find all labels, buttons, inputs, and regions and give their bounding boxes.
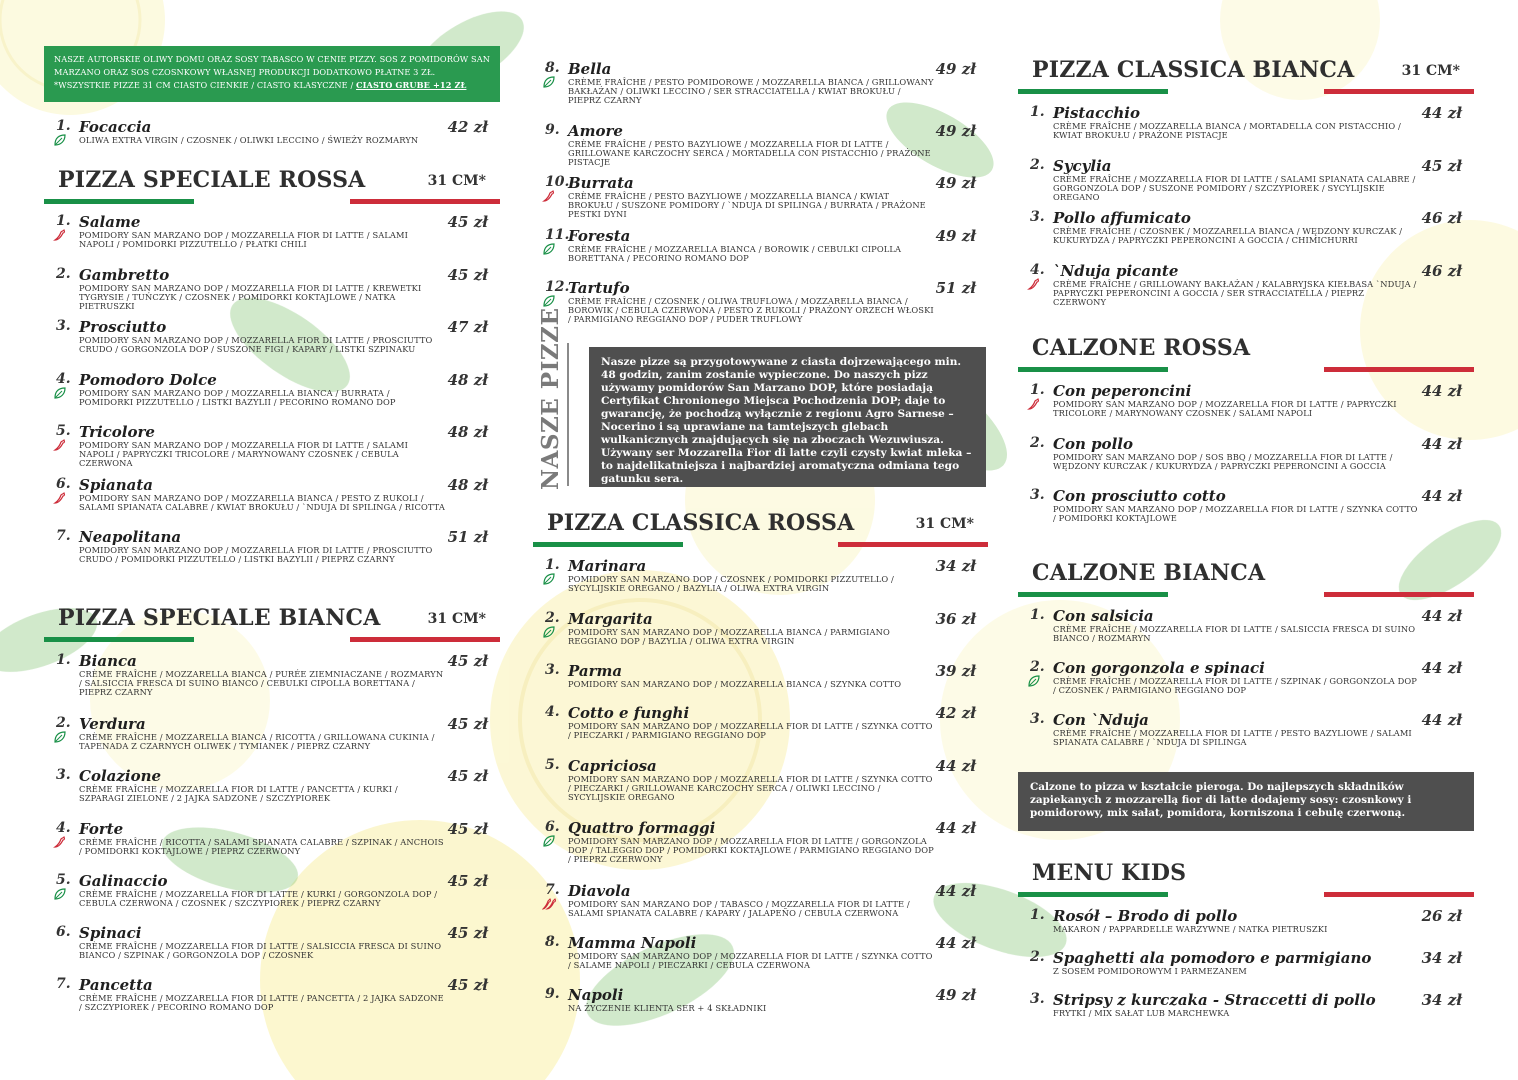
item-price: 44 zł bbox=[1421, 659, 1462, 677]
menu-item bbox=[44, 976, 500, 1020]
menu-item bbox=[1018, 157, 1474, 201]
item-price: 45 zł bbox=[447, 715, 488, 733]
item-name: Gambretto bbox=[79, 265, 170, 284]
chili-icon bbox=[53, 491, 67, 505]
section-size: 31 CM* bbox=[1401, 63, 1460, 79]
item-number: 6. bbox=[56, 924, 71, 940]
item-number: 3. bbox=[56, 767, 71, 783]
item-description: POMIDORY SAN MARZANO DOP / MOZZARELLA FIOR DI LATTE / SZYNKA COTTO / SALAME NAPOLI / PIECZARKI / CEBULA CZERWONA bbox=[568, 951, 933, 971]
item-number: 1. bbox=[56, 118, 71, 134]
leaf-icon bbox=[53, 887, 67, 901]
chili-icon bbox=[53, 438, 67, 452]
item-number: 6. bbox=[56, 475, 71, 492]
item-number: 4. bbox=[1030, 261, 1045, 278]
menu-item bbox=[44, 266, 500, 310]
item-name: Cotto e funghi bbox=[568, 704, 690, 722]
item-description: CRÈME FRAÎCHE / MOZZARELLA FIOR DI LATTE / SALAMI SPIANATA CALABRE / GORGONZOLA DOP / SUSZONE POMIDORY / SZCZYPIOREK / SYCYLIJSKIE OREGANO bbox=[1053, 173, 1416, 202]
item-name: Capriciosa bbox=[568, 757, 657, 775]
item-price: 44 zł bbox=[1421, 104, 1462, 122]
item-price: 47 zł bbox=[447, 318, 488, 336]
menu-item bbox=[533, 819, 988, 863]
item-price: 45 zł bbox=[447, 767, 488, 785]
menu-item bbox=[1018, 262, 1474, 306]
item-price: 45 zł bbox=[1421, 156, 1462, 175]
menu-item bbox=[1018, 991, 1474, 1035]
leaf-icon bbox=[542, 242, 556, 256]
menu-item bbox=[533, 174, 988, 218]
section-title: PIZZA SPECIALE ROSSA bbox=[58, 167, 366, 193]
menu-item bbox=[533, 704, 988, 748]
menu-item bbox=[533, 757, 988, 801]
item-name: Con gorgonzola e spinaci bbox=[1053, 659, 1265, 677]
menu-item bbox=[44, 476, 500, 520]
item-number: 10. bbox=[545, 174, 570, 190]
item-number: 1. bbox=[56, 652, 71, 668]
item-price: 45 zł bbox=[447, 213, 488, 231]
item-price: 44 zł bbox=[935, 819, 976, 837]
item-price: 48 zł bbox=[447, 370, 488, 389]
item-price: 45 zł bbox=[447, 924, 488, 942]
item-description: CRÈME FRAÎCHE / GRILLOWANY BAKŁAŻAN / KALABRYJSKA KIEŁBASA `NDUJA / PAPRYCZKI PEPERONCINI A GOCCIA / SER STRACCIATELLA / PIEPRZ CZERWONY bbox=[1053, 278, 1417, 307]
item-number: 2. bbox=[56, 715, 71, 731]
item-number: 4. bbox=[56, 820, 71, 836]
green-rule bbox=[1018, 367, 1168, 372]
item-name: Quattro formaggi bbox=[568, 819, 716, 837]
menu-item bbox=[1018, 104, 1474, 148]
double-chili-icon bbox=[542, 897, 556, 911]
item-description: Z SOSEM POMIDOROWYM I PARMEZANEM bbox=[1053, 966, 1247, 976]
menu-item bbox=[533, 60, 988, 104]
item-number: 2. bbox=[1030, 434, 1045, 451]
item-price: 46 zł bbox=[1421, 209, 1462, 227]
thick-crust-note: CIASTO GRUBE +12 ZŁ bbox=[356, 80, 467, 90]
item-price: 42 zł bbox=[447, 118, 488, 136]
item-description: MAKARON / PAPPARDELLE WARZYWNE / NATKA PIETRUSZKI bbox=[1053, 924, 1328, 934]
item-description: CRÈME FRAÎCHE / MOZZARELLA BIANCA / PURÉE ZIEMNIACZANE / ROZMARYN / SALSICCIA FRESCA DI SUINO BIANCO / CEBULKI CIPOLLA BORETTANA / PIEPRZ CZARNY bbox=[79, 669, 444, 698]
item-price: 44 zł bbox=[935, 757, 976, 775]
item-name: Bella bbox=[568, 60, 612, 78]
red-rule bbox=[1324, 367, 1474, 372]
menu-item bbox=[44, 767, 500, 811]
item-number: 7. bbox=[545, 882, 560, 898]
menu-item bbox=[533, 122, 988, 166]
item-name: Tricolore bbox=[79, 423, 155, 441]
item-price: 49 zł bbox=[935, 227, 976, 245]
item-name: Con prosciutto cotto bbox=[1053, 487, 1226, 505]
section-title: PIZZA SPECIALE BIANCA bbox=[58, 605, 381, 631]
menu-item bbox=[44, 213, 500, 257]
item-price: 36 zł bbox=[935, 610, 976, 628]
item-number: 5. bbox=[56, 423, 71, 439]
red-rule bbox=[1324, 89, 1474, 94]
item-price: 34 zł bbox=[935, 557, 976, 575]
item-price: 51 zł bbox=[935, 279, 976, 297]
section-title: MENU KIDS bbox=[1032, 860, 1187, 886]
item-description: CRÈME FRAÎCHE / CZOSNEK / OLIWA TRUFLOWA / MOZZARELLA BIANCA / BOROWIK / CEBULA CZERWONA / PESTO Z RUKOLI / PRAŻONY ORZECH WŁOSKI / PARMIGIANO REGGIANO DOP / PUDER TRUFLOWY bbox=[568, 296, 934, 325]
item-name: Sycylia bbox=[1053, 156, 1112, 175]
chili-icon bbox=[1027, 277, 1041, 291]
menu-item bbox=[1018, 487, 1474, 531]
item-name: Forte bbox=[79, 820, 124, 838]
section-size: 31 CM* bbox=[427, 173, 486, 189]
item-name: Foresta bbox=[568, 227, 631, 245]
pricing-note-line1: NASZE AUTORSKIE OLIWY DOMU ORAZ SOSY TABASCO W CENIE PIZZY. SOS Z POMIDORÓW SAN MARZANO ORAZ SOS CZOSNKOWY WŁASNEJ PRODUKCJI DODATKOWO PŁATNE 3 ZŁ. bbox=[54, 54, 491, 77]
menu-item bbox=[44, 652, 500, 696]
leaf-icon bbox=[542, 572, 556, 586]
menu-item bbox=[1018, 907, 1474, 951]
menu-item bbox=[44, 872, 500, 916]
item-price: 44 zł bbox=[1421, 434, 1462, 453]
item-description: OLIWA EXTRA VIRGIN / CZOSNEK / OLIWKI LECCINO / ŚWIEŻY ROZMARYN bbox=[79, 135, 419, 145]
item-name: Pollo affumicato bbox=[1053, 209, 1191, 227]
red-rule bbox=[350, 199, 500, 204]
item-description: POMIDORY SAN MARZANO DOP / SOS BBQ / MOZZARELLA FIOR DI LATTE / WĘDZONY KURCZAK / KUKURYDZA / PAPRYCZKI PEPERONCINI A GOCCIA bbox=[1053, 451, 1393, 471]
menu-item bbox=[44, 715, 500, 759]
item-number: 9. bbox=[545, 122, 560, 138]
green-rule bbox=[1018, 89, 1168, 94]
item-number: 3. bbox=[1030, 711, 1045, 727]
leaf-icon bbox=[53, 730, 67, 744]
item-description: POMIDORY SAN MARZANO DOP / MOZZARELLA FIOR DI LATTE / PAPRYCZKI TRICOLORE / MARYNOWANY CZOSNEK / SALAMI NAPOLI bbox=[1053, 399, 1397, 419]
item-number: 1. bbox=[56, 213, 71, 229]
item-name: Mamma Napoli bbox=[568, 934, 697, 952]
item-name: Spaghetti ala pomodoro e parmigiano bbox=[1053, 949, 1372, 967]
leaf-icon bbox=[53, 133, 67, 147]
item-description: POMIDORY SAN MARZANO DOP / TABASCO / MOZZARELLA FIOR DI LATTE / SALAMI SPIANATA CALABRE / KAPARY / JALAPEÑO / CEBULA CZERWONA bbox=[568, 899, 910, 919]
item-price: 44 zł bbox=[1421, 382, 1462, 400]
item-description: POMIDORY SAN MARZANO DOP / MOZZARELLA FIOR DI LATTE / SZYNKA COTTO / POMIDORKI KOKTAJLOWE bbox=[1053, 504, 1418, 524]
item-price: 46 zł bbox=[1421, 261, 1462, 280]
item-description: CRÈME FRAÎCHE / RICOTTA / SALAMI SPIANATA CALABRE / SZPINAK / ANCHOIS / POMIDORKI KOKTAJLOWE / PIEPRZ CZERWONY bbox=[79, 837, 444, 857]
section-title: CALZONE ROSSA bbox=[1032, 335, 1251, 361]
item-price: 49 zł bbox=[935, 122, 976, 140]
item-name: Parma bbox=[568, 662, 623, 680]
leaf-icon bbox=[1027, 674, 1041, 688]
item-description: CRÈME FRAÎCHE / MOZZARELLA FIOR DI LATTE / SALSICCIA FRESCA DI SUINO BIANCO / SZPINAK / GORGONZOLA DOP / CZOSNEK bbox=[79, 941, 442, 961]
menu-item bbox=[44, 528, 500, 572]
item-name: Colazione bbox=[79, 767, 162, 785]
item-name: Focaccia bbox=[79, 118, 152, 136]
leaf-icon bbox=[542, 294, 556, 308]
item-price: 44 zł bbox=[1421, 711, 1462, 729]
item-number: 2. bbox=[1030, 659, 1045, 675]
menu-item bbox=[44, 423, 500, 467]
item-name: Tartufo bbox=[568, 279, 630, 297]
section-size: 31 CM* bbox=[427, 611, 486, 627]
item-description: POMIDORY SAN MARZANO DOP / MOZZARELLA BIANCA / PARMIGIANO REGGIANO DOP / BAZYLIA / OLIWA EXTRA VIRGIN bbox=[568, 627, 890, 647]
item-number: 7. bbox=[56, 976, 71, 992]
menu-item bbox=[533, 610, 988, 654]
item-name: Burrata bbox=[568, 174, 634, 192]
menu-item bbox=[44, 318, 500, 362]
section-title: PIZZA CLASSICA ROSSA bbox=[547, 510, 855, 536]
item-price: 48 zł bbox=[447, 475, 488, 494]
item-description: FRYTKI / MIX SAŁAT LUB MARCHEWKA bbox=[1053, 1008, 1230, 1018]
item-name: Rosół – Brodo di pollo bbox=[1053, 907, 1238, 925]
item-description: CRÈME FRAÎCHE / MOZZARELLA BIANCA / BOROWIK / CEBULKI CIPOLLA BORETTANA / PECORINO ROMANO DOP bbox=[568, 244, 902, 264]
item-number: 8. bbox=[545, 60, 560, 76]
item-number: 3. bbox=[545, 662, 560, 678]
item-number: 1. bbox=[1030, 607, 1045, 623]
menu-item bbox=[533, 882, 988, 926]
item-number: 1. bbox=[545, 557, 560, 573]
pricing-note-line2: *WSZYSTKIE PIZZE 31 CM CIASTO CIENKIE / CIASTO KLASYCZNE / bbox=[54, 80, 357, 90]
chili-icon bbox=[53, 835, 67, 849]
menu-item bbox=[1018, 711, 1474, 755]
item-price: 44 zł bbox=[1421, 487, 1462, 505]
menu-item bbox=[1018, 659, 1474, 703]
item-name: Galinaccio bbox=[79, 872, 168, 890]
item-price: 45 zł bbox=[447, 976, 488, 994]
section-size: 31 CM* bbox=[915, 516, 974, 532]
item-number: 2. bbox=[545, 610, 560, 626]
item-description: CRÈME FRAÎCHE / MOZZARELLA BIANCA / RICOTTA / GRILLOWANA CUKINIA / TAPENADA Z CZARNYCH OLIWEK / TYMIANEK / PIEPRZ CZARNY bbox=[79, 732, 435, 752]
chili-icon bbox=[53, 228, 67, 242]
item-description: CRÈME FRAÎCHE / MOZZARELLA FIOR DI LATTE / PANCETTA / 2 JAJKA SADZONE / SZCZYPIOREK / PECORINO ROMANO DOP bbox=[79, 993, 444, 1013]
leaf-icon bbox=[542, 75, 556, 89]
item-name: Con salsicia bbox=[1053, 607, 1154, 625]
item-number: 3. bbox=[1030, 487, 1045, 503]
item-price: 48 zł bbox=[447, 423, 488, 441]
item-price: 45 zł bbox=[447, 872, 488, 890]
menu-item bbox=[1018, 435, 1474, 479]
nasze-pizze-infobox: Nasze pizze są przygotowywane z ciasta dojrzewającego min. 48 godzin, zanim zostanie wypieczone. Do naszych pizz używamy pomidorów San Marzano DOP, które posiadają Certyfikat Chronionego Miejsca Pochodzenia DOP; daje to gwarancję, że pochodzą wyłącznie z regionu Agro Sarnese – Nocerino i są uprawiane na tamtejszych glebach wulkanicznych znajdujących się na zboczach Wezuwiusza. Używany ser Mozzarella Fior di latte czyli czysty kwiat mleka – to najdelikatniejsza i najbardziej aromatyczna odmiana tego gatunku sera. bbox=[589, 347, 986, 487]
menu-item bbox=[44, 924, 500, 968]
item-description: POMIDORY SAN MARZANO DOP / MOZZARELLA FIOR DI LATTE / PROSCIUTTO CRUDO / GORGONZOLA DOP / SUSZONE FIGI / KAPARY / LISTKI SZPINAKU bbox=[79, 335, 433, 355]
menu-item bbox=[44, 820, 500, 864]
item-name: Con pollo bbox=[1053, 434, 1133, 453]
item-name: Neapolitana bbox=[79, 528, 182, 546]
item-description: POMIDORY SAN MARZANO DOP / MOZZARELLA FIOR DI LATTE / SZYNKA COTTO / PIECZARKI / PARMIGIANO REGGIANO DOP bbox=[568, 721, 933, 741]
menu-item-focaccia bbox=[44, 118, 500, 148]
item-price: 44 zł bbox=[935, 934, 976, 952]
menu-item bbox=[533, 986, 988, 1030]
item-description: POMIDORY SAN MARZANO DOP / MOZZARELLA FIOR DI LATTE / KREWETKI TYGRYSIE / TUŃCZYK / CZOSNEK / POMIDORKI KOKTAJLOWE / NATKA PIETRUSZKI bbox=[79, 282, 422, 311]
item-description: CRÈME FRAÎCHE / MOZZARELLA FIOR DI LATTE / SALSICCIA FRESCA DI SUINO BIANCO / ROZMARYN bbox=[1053, 624, 1416, 644]
red-rule bbox=[838, 542, 988, 547]
item-description: POMIDORY SAN MARZANO DOP / MOZZARELLA BIANCA / PESTO Z RUKOLI / SALAMI SPIANATA CALABRE / KWIAT BROKUŁU / `NDUJA DI SPILINGA / RICOTTA bbox=[79, 492, 445, 512]
leaf-icon bbox=[53, 386, 67, 400]
item-description: CRÈME FRAÎCHE / PESTO POMIDOROWE / MOZZARELLA BIANCA / GRILLOWANY BAKŁAŻAN / OLIWKI LECCINO / SER STRACCIATELLA / KWIAT BROKUŁU / PIEPRZ CZARNY bbox=[568, 77, 934, 106]
item-number: 8. bbox=[545, 934, 560, 950]
item-name: Pistacchio bbox=[1053, 104, 1140, 122]
item-name: Spinaci bbox=[79, 924, 142, 942]
item-description: POMIDORY SAN MARZANO DOP / MOZZARELLA FIOR DI LATTE / GORGONZOLA DOP / TALEGGIO DOP / POMIDORKI KOKTAJLOWE / PARMIGIANO REGGIANO DOP / PIEPRZ CZERWONY bbox=[568, 836, 934, 865]
item-price: 49 zł bbox=[935, 60, 976, 78]
item-number: 1. bbox=[1030, 907, 1045, 923]
item-price: 49 zł bbox=[935, 174, 976, 192]
item-name: Pomodoro Dolce bbox=[79, 370, 217, 389]
item-description: POMIDORY SAN MARZANO DOP / MOZZARELLA FIOR DI LATTE / SZYNKA COTTO / PIECZARKI / GRILLOWANE KARCZOCHY SERCA / OLIWKI LECCINO / SYCYLIJSKIE OREGANO bbox=[568, 774, 933, 803]
item-number: 4. bbox=[56, 370, 71, 387]
item-price: 39 zł bbox=[935, 662, 976, 680]
green-rule bbox=[44, 199, 194, 204]
red-rule bbox=[1324, 892, 1474, 897]
item-description: CRÈME FRAÎCHE / PESTO BAZYLIOWE / MOZZARELLA FIOR DI LATTE / GRILLOWANE KARCZOCHY SERCA / MORTADELLA CON PISTACCHIO / PRAŻONE PISTACJE bbox=[568, 139, 931, 168]
menu-item bbox=[533, 227, 988, 271]
item-name: Stripsy z kurczaka - Straccetti di pollo bbox=[1053, 991, 1376, 1009]
red-rule bbox=[350, 637, 500, 642]
item-description: CRÈME FRAÎCHE / MOZZARELLA FIOR DI LATTE / PESTO BAZYLIOWE / SALAMI SPIANATA CALABRE / `NDUJA DI SPILINGA bbox=[1053, 728, 1412, 748]
item-description: CRÈME FRAÎCHE / MOZZARELLA BIANCA / MORTADELLA CON PISTACCHIO / KWIAT BROKUŁU / PRAŻONE PISTACJE bbox=[1053, 121, 1401, 141]
item-description: POMIDORY SAN MARZANO DOP / MOZZARELLA FIOR DI LATTE / PROSCIUTTO CRUDO / POMIDORKI PIZZUTELLO / LISTKI BAZYLII / PIEPRZ CZARNY bbox=[79, 545, 433, 565]
item-description: POMIDORY SAN MARZANO DOP / MOZZARELLA BIANCA / SZYNKA COTTO bbox=[568, 679, 902, 689]
item-description: POMIDORY SAN MARZANO DOP / CZOSNEK / POMIDORKI PIZZUTELLO / SYCYLIJSKIE OREGANO / BAZYLIA / OLIWA EXTRA VIRGIN bbox=[568, 574, 894, 594]
menu-item bbox=[533, 557, 988, 601]
item-number: 4. bbox=[545, 704, 560, 720]
item-price: 45 zł bbox=[447, 820, 488, 838]
item-number: 2. bbox=[1030, 949, 1045, 965]
item-number: 2. bbox=[1030, 156, 1045, 173]
item-price: 45 zł bbox=[447, 265, 488, 284]
item-price: 26 zł bbox=[1421, 907, 1462, 925]
item-price: 42 zł bbox=[935, 704, 976, 722]
menu-item bbox=[1018, 209, 1474, 253]
menu-item bbox=[533, 934, 988, 978]
item-number: 1. bbox=[1030, 104, 1045, 120]
section-title: CALZONE BIANCA bbox=[1032, 560, 1266, 586]
item-number: 9. bbox=[545, 986, 560, 1002]
menu-item bbox=[44, 371, 500, 415]
leaf-icon bbox=[542, 834, 556, 848]
item-price: 44 zł bbox=[1421, 607, 1462, 625]
item-description: NA ŻYCZENIE KLIENTA SER + 4 SKŁADNIKI bbox=[568, 1003, 767, 1013]
green-rule bbox=[533, 542, 683, 547]
chili-icon bbox=[1027, 397, 1041, 411]
item-description: POMIDORY SAN MARZANO DOP / MOZZARELLA BIANCA / BURRATA / POMIDORKI PIZZUTELLO / LISTKI BAZYLII / PECORINO ROMANO DOP bbox=[79, 387, 396, 407]
item-number: 3. bbox=[1030, 209, 1045, 225]
item-number: 12. bbox=[545, 279, 570, 295]
item-description: CRÈME FRAÎCHE / MOZZARELLA FIOR DI LATTE / PANCETTA / KURKI / SZPARAGI ZIELONE / 2 JAJKA SADZONE / SZCZYPIOREK bbox=[79, 784, 398, 804]
item-price: 51 zł bbox=[447, 528, 488, 546]
menu-item bbox=[533, 662, 988, 706]
item-description: CRÈME FRAÎCHE / MOZZARELLA FIOR DI LATTE / KURKI / GORGONZOLA DOP / CEBULA CZERWONA / CZOSNEK / SZCZYPIOREK / PIEPRZ CZARNY bbox=[79, 889, 438, 909]
menu-item bbox=[1018, 607, 1474, 651]
item-name: Bianca bbox=[79, 652, 137, 670]
item-description: POMIDORY SAN MARZANO DOP / MOZZARELLA FIOR DI LATTE / SALAMI NAPOLI / POMIDORKI PIZZUTELLO / PŁATKI CHILI bbox=[79, 230, 408, 250]
nasze-pizze-vertical-title: NASZE PIZZE bbox=[537, 307, 564, 490]
green-rule bbox=[1018, 592, 1168, 597]
item-name: Con `Nduja bbox=[1053, 711, 1149, 729]
item-description: CRÈME FRAÎCHE / PESTO BAZYLIOWE / MOZZARELLA BIANCA / KWIAT BROKUŁU / SUSZONE POMIDORY / `NDUJA DI SPILINGA / BURRATA / PRAŻONE PESTKI DYNI bbox=[568, 191, 926, 220]
item-number: 1. bbox=[1030, 382, 1045, 398]
menu-item bbox=[1018, 382, 1474, 426]
item-price: 34 zł bbox=[1421, 991, 1462, 1009]
item-name: `Nduja picante bbox=[1053, 261, 1179, 280]
item-description: CRÈME FRAÎCHE / CZOSNEK / MOZZARELLA BIANCA / WĘDZONY KURCZAK / KUKURYDZA / PAPRYCZKI PEPERONCINI A GOCCIA / CHIMICHURRI bbox=[1053, 226, 1403, 246]
item-number: 11. bbox=[545, 227, 570, 243]
item-price: 44 zł bbox=[935, 882, 976, 900]
item-price: 45 zł bbox=[447, 652, 488, 670]
item-name: Pancetta bbox=[79, 976, 153, 994]
red-rule bbox=[1324, 592, 1474, 597]
item-number: 5. bbox=[56, 872, 71, 888]
section-title: PIZZA CLASSICA BIANCA bbox=[1032, 57, 1355, 83]
vertical-divider bbox=[567, 343, 569, 486]
item-name: Amore bbox=[568, 122, 623, 140]
item-name: Marinara bbox=[568, 557, 647, 575]
item-price: 34 zł bbox=[1421, 949, 1462, 967]
item-number: 7. bbox=[56, 528, 71, 544]
calzone-infobox: Calzone to pizza w kształcie pieroga. Do najlepszych składników zapiekanych z mozzarellą fior di latte dodajemy sosy: czosnkowy i pomidorowy, mix sałat, pomidora, korniszona i cebulę czerwoną. bbox=[1018, 772, 1474, 831]
item-description: POMIDORY SAN MARZANO DOP / MOZZARELLA FIOR DI LATTE / SALAMI NAPOLI / PAPRYCZKI TRICOLORE / MARYNOWANY CZOSNEK / CEBULA CZERWONA bbox=[79, 440, 408, 469]
chili-icon bbox=[542, 189, 556, 203]
menu-item bbox=[533, 279, 988, 323]
item-name: Diavola bbox=[568, 882, 631, 900]
item-number: 3. bbox=[56, 318, 71, 334]
menu-item bbox=[1018, 949, 1474, 993]
item-number: 2. bbox=[56, 265, 71, 282]
pricing-note bbox=[44, 46, 500, 102]
item-number: 3. bbox=[1030, 991, 1045, 1007]
item-name: Napoli bbox=[568, 986, 624, 1004]
item-number: 6. bbox=[545, 819, 560, 835]
item-description: CRÈME FRAÎCHE / MOZZARELLA FIOR DI LATTE / SZPINAK / GORGONZOLA DOP / CZOSNEK / PARMIGIANO REGGIANO DOP bbox=[1053, 676, 1417, 696]
item-name: Verdura bbox=[79, 715, 146, 733]
item-name: Prosciutto bbox=[79, 318, 167, 336]
item-name: Margarita bbox=[568, 610, 653, 628]
green-rule bbox=[44, 637, 194, 642]
item-name: Spianata bbox=[79, 475, 154, 494]
item-name: Salame bbox=[79, 213, 141, 231]
item-number: 5. bbox=[545, 757, 560, 773]
item-price: 49 zł bbox=[935, 986, 976, 1004]
leaf-icon bbox=[542, 625, 556, 639]
green-rule bbox=[1018, 892, 1168, 897]
item-name: Con peperoncini bbox=[1053, 382, 1192, 400]
